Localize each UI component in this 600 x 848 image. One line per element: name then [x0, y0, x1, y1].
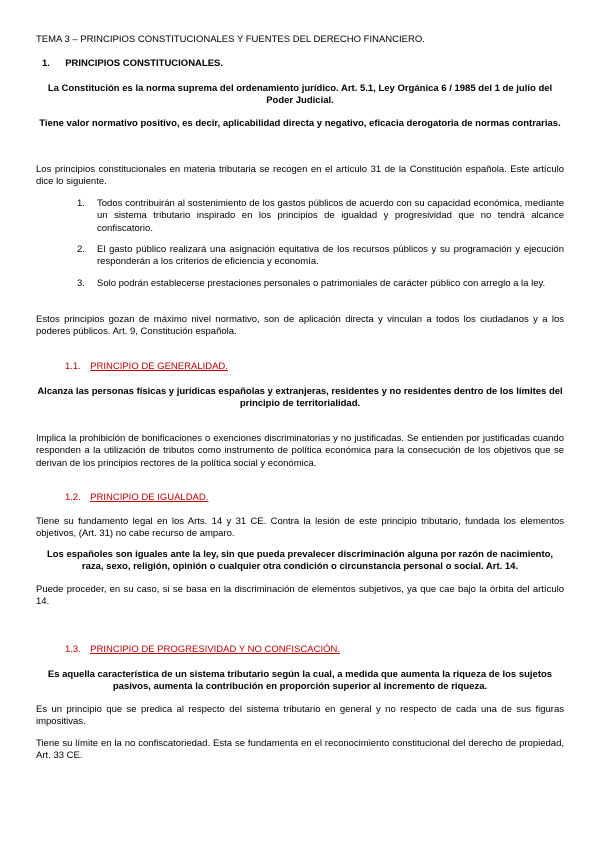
- article-31-list: [77, 198, 564, 299]
- section-1-2-number: 1.2.: [65, 492, 81, 503]
- document-header: TEMA 3 – PRINCIPIOS CONSTITUCIONALES Y FUENTES DEL DERECHO FINANCIERO.: [36, 34, 425, 45]
- non-confiscation-paragraph: Tiene su límite en la no confiscatoriedad. Esta se fundamenta en el reconocimiento constitucional del derecho de propiedad, Art. 33 CE.: [36, 738, 564, 762]
- list-item-number: 2.: [77, 244, 85, 256]
- normative-value-statement: Tiene valor normativo positivo, es decir, aplicabilidad directa y negativo, eficacia derogatoria de normas contrarias.: [39, 118, 561, 129]
- equality-paragraph: Tiene su fundamento legal en los Arts. 14 y 31 CE. Contra la lesión de este principio tributario, fundada los elementos objetivos, (Art. 31) no cabe recurso de amparo.: [36, 516, 564, 540]
- subjective-elements-paragraph: Puede proceder, en su caso, si se basa en la discriminación de elementos subjetivos, ya que cae bajo la órbita del artículo 14.: [36, 584, 564, 608]
- section-1-heading: [42, 58, 562, 70]
- list-item-number: 3.: [77, 277, 85, 289]
- intro-paragraph: Los principios constitucionales en materia tributaria se recogen en el artículo 31 de la Constitución española. Este artículo dice lo siguiente.: [36, 164, 564, 188]
- progressivity-paragraph: Es un principio que se predica al respecto del sistema tributario en general y no respecto de cada una de sus figuras impositivas.: [36, 704, 564, 728]
- section-1-3-title: PRINCIPIO DE PROGRESIVIDAD Y NO CONFISCACIÓN.: [90, 644, 340, 655]
- list-item: [77, 277, 564, 290]
- section-1-1-number: 1.1.: [65, 361, 81, 372]
- article-14-statement: Los españoles son iguales ante la ley, sin que pueda prevalecer discriminación alguna por razón de nacimiento, raza, sexo, religión, opinión o cualquier otra condición o circunstancia personal o social. Art. 14.: [46, 549, 554, 573]
- list-item-number: 1.: [77, 198, 85, 209]
- principles-summary-paragraph: Estos principios gozan de máximo nivel normativo, son de aplicación directa y vinculan a todos los ciudadanos y a los poderes públicos. Art. 9, Constitución española.: [36, 314, 564, 338]
- progressivity-statement: Es aquella característica de un sistema tributario según la cual, a medida que aumenta la riqueza de los sujetos pasivos, aumenta la contribución en proporción superior al incremento de riqueza.: [47, 669, 553, 693]
- constitution-statement: La Constitución es la norma suprema del ordenamiento jurídico. Art. 5.1, Ley Orgánica 6 / 1985 del 1 de julio del Poder Judicial.: [47, 83, 553, 107]
- list-item: [77, 198, 564, 235]
- list-item-text: Solo podrán establecerse prestaciones personales o patrimoniales de carácter público con arreglo a la ley.: [97, 277, 546, 289]
- section-1-2-heading: [65, 492, 545, 504]
- generality-paragraph: Implica la prohibición de bonificaciones o exenciones discriminatorias y no justificadas. Se entienden por justificadas cuando responden a la utilización de tributos como instrumento de política económica para la consecución de los objetivos que se derivan de los principios rectores de la política social y económica.: [36, 433, 564, 469]
- list-item-text: Todos contribuirán al sostenimiento de los gastos públicos de acuerdo con su capacidad económica, mediante un sistema tributario inspirado en los principios de igualdad y progresividad que no tendrá alcance confiscatorio.: [97, 198, 564, 234]
- generality-statement: Alcanza las personas físicas y jurídicas españolas y extranjeras, residentes y no residentes dentro de los límites del principio de territorialidad.: [37, 386, 563, 410]
- section-1-2-title: PRINCIPIO DE IGUALDAD.: [90, 492, 209, 503]
- section-1-3-heading: [65, 644, 545, 656]
- section-1-1-title: PRINCIPIO DE GENERALIDAD.: [90, 361, 228, 372]
- section-1-title: PRINCIPIOS CONSTITUCIONALES.: [65, 58, 224, 69]
- section-1-1-heading: [65, 361, 545, 373]
- section-1-number: 1.: [42, 58, 50, 69]
- list-item: [77, 244, 564, 269]
- list-item-text: El gasto público realizará una asignación equitativa de los recursos públicos y su programación y ejecución responderán a los criterios de eficiencia y economía.: [97, 244, 564, 268]
- section-1-3-number: 1.3.: [65, 644, 81, 655]
